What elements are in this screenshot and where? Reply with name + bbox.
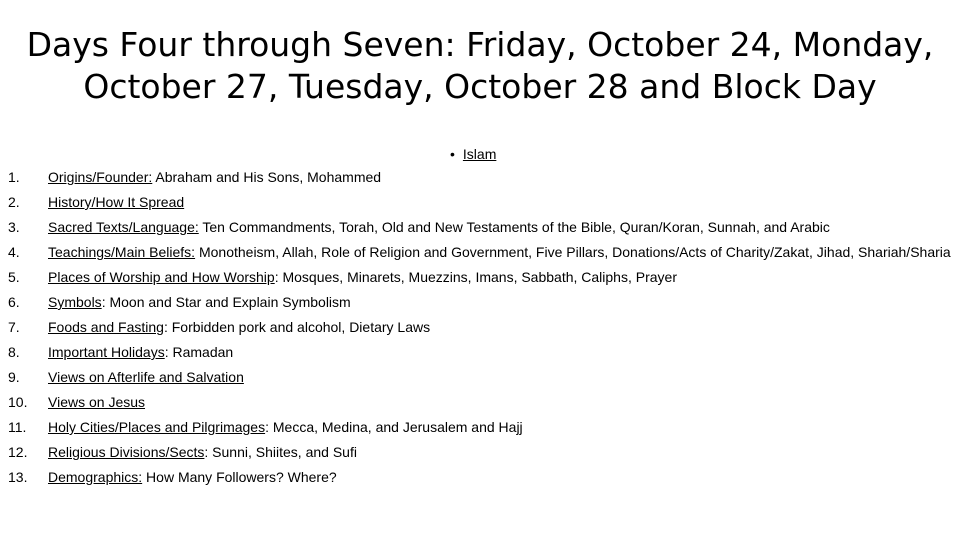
item-label: Views on Jesus (48, 394, 146, 410)
list-item (8, 420, 953, 435)
item-label: Symbols (48, 294, 102, 310)
list-item (8, 270, 953, 285)
subheading-text: Islam (462, 146, 497, 162)
item-description: : Sunni, Shiites, and Sufi (204, 444, 357, 460)
list-item (8, 195, 953, 210)
item-number: 12. (8, 444, 28, 460)
list-item (8, 370, 953, 385)
item-label: Important Holidays (48, 344, 165, 360)
item-description: Ten Commandments, Torah, Old and New Testaments of the Bible, Quran/Koran, Sunnah, and Arabic (198, 219, 830, 235)
item-label: Holy Cities/Places and Pilgrimages (48, 419, 266, 435)
item-number: 11. (8, 419, 27, 435)
item-label: Origins/Founder: (48, 169, 153, 185)
item-label: Religious Divisions/Sects (48, 444, 205, 460)
item-label: Sacred Texts/Language: (48, 219, 199, 235)
item-number: 13. (8, 469, 28, 485)
item-description: Monotheism, Allah, Role of Religion and Government, Five Pillars, Donations/Acts of Charity/Zakat, Jihad, Shariah/Sharia (195, 244, 951, 260)
list-item (8, 470, 953, 485)
item-description: : Forbidden pork and alcohol, Dietary Laws (163, 319, 431, 335)
item-number: 6. (8, 294, 20, 310)
list-item (8, 345, 953, 360)
item-number: 5. (8, 269, 20, 285)
item-label: Places of Worship and How Worship (48, 269, 275, 285)
item-label: History/How It Spread (48, 194, 185, 210)
item-description: Abraham and His Sons, Mohammed (152, 169, 382, 185)
item-description: : Mosques, Minarets, Muezzins, Imans, Sabbath, Caliphs, Prayer (274, 269, 677, 285)
item-label: Views on Afterlife and Salvation (48, 369, 244, 385)
item-number: 2. (8, 194, 20, 210)
item-description: : Ramadan (164, 344, 234, 360)
list-item (8, 170, 953, 185)
list-item (8, 245, 953, 260)
bullet-icon: • (450, 146, 455, 162)
item-number: 8. (8, 344, 20, 360)
list-item (8, 220, 953, 235)
item-description: : Mecca, Medina, and Jerusalem and Hajj (265, 419, 523, 435)
list-item (8, 395, 953, 410)
list-item (8, 295, 953, 310)
list-item (8, 445, 953, 460)
list-item (8, 320, 953, 335)
topic-list (8, 170, 953, 485)
item-description: : Moon and Star and Explain Symbolism (101, 294, 351, 310)
item-description: How Many Followers? Where? (142, 469, 337, 485)
item-number: 9. (8, 369, 20, 385)
item-number: 7. (8, 319, 20, 335)
item-number: 10. (8, 394, 28, 410)
item-label: Teachings/Main Beliefs: (48, 244, 196, 260)
item-number: 1. (8, 169, 20, 185)
item-number: 4. (8, 244, 20, 260)
item-number: 3. (8, 219, 20, 235)
item-label: Demographics: (48, 469, 143, 485)
subheading (450, 145, 496, 163)
slide-title: Days Four through Seven: Friday, October 24, Monday, October 27, Tuesday, October 28 and Block Day (26, 25, 934, 106)
item-label: Foods and Fasting (48, 319, 164, 335)
